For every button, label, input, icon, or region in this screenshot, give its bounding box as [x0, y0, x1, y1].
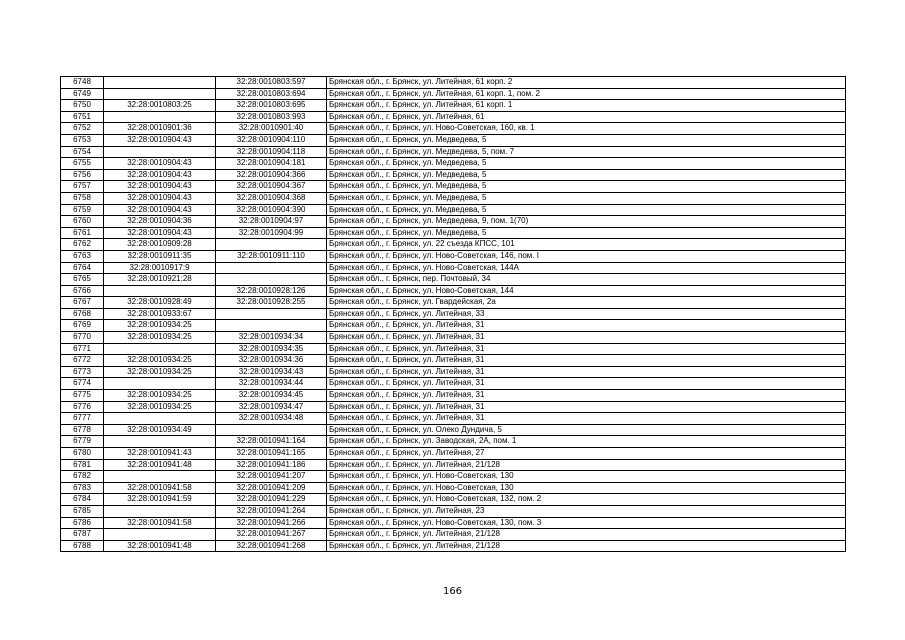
row-number-cell: 6776	[61, 401, 104, 413]
table-row	[61, 77, 846, 89]
row-number-cell: 6750	[61, 100, 104, 112]
parcel-number-cell	[104, 436, 216, 448]
parcel-number-cell: 32:28:0010904:43	[104, 134, 216, 146]
row-number-cell: 6762	[61, 239, 104, 251]
parcel-number-cell: 32:28:0010901:36	[104, 123, 216, 135]
parcel-number-cell	[104, 343, 216, 355]
parcel-number-cell: 32:28:0010933:67	[104, 308, 216, 320]
table-row	[61, 204, 846, 216]
address-cell: Брянская обл., г. Брянск, ул. Ново-Советская, 160, кв. 1	[327, 123, 846, 135]
address-cell: Брянская обл., г. Брянск, ул. Литейная, 31	[327, 401, 846, 413]
table-row	[61, 494, 846, 506]
row-number-cell: 6782	[61, 471, 104, 483]
row-number-cell: 6755	[61, 158, 104, 170]
address-cell: Брянская обл., г. Брянск, ул. Ново-Советская, 144А	[327, 262, 846, 274]
table-body	[61, 77, 846, 552]
parcel-number-cell: 32:28:0010921:28	[104, 274, 216, 286]
address-cell: Брянская обл., г. Брянск, ул. Заводская, 2А, пом. 1	[327, 436, 846, 448]
object-number-cell	[216, 262, 327, 274]
address-cell: Брянская обл., г. Брянск, ул. Литейная, 21/128	[327, 459, 846, 471]
row-number-cell: 6767	[61, 297, 104, 309]
row-number-cell: 6764	[61, 262, 104, 274]
parcel-number-cell	[104, 111, 216, 123]
parcel-number-cell: 32:28:0010904:43	[104, 158, 216, 170]
parcel-number-cell	[104, 505, 216, 517]
object-number-cell	[216, 239, 327, 251]
parcel-number-cell: 32:28:0010934:25	[104, 355, 216, 367]
object-number-cell: 32:28:0010904:367	[216, 181, 327, 193]
parcel-number-cell: 32:28:0010904:43	[104, 169, 216, 181]
address-cell: Брянская обл., г. Брянск, ул. Медведева, 5	[327, 204, 846, 216]
page-number: 166	[442, 586, 463, 597]
address-cell: Брянская обл., г. Брянск, ул. Литейная, 31	[327, 366, 846, 378]
object-number-cell: 32:28:0010904:181	[216, 158, 327, 170]
address-cell: Брянская обл., г. Брянск, ул. Олеко Дундича, 5	[327, 424, 846, 436]
row-number-cell: 6779	[61, 436, 104, 448]
object-number-cell: 32:28:0010904:366	[216, 169, 327, 181]
parcel-number-cell: 32:28:0010934:25	[104, 332, 216, 344]
table-row	[61, 436, 846, 448]
object-number-cell: 32:28:0010941:267	[216, 529, 327, 541]
document-table-container	[60, 76, 846, 552]
address-cell: Брянская обл., г. Брянск, ул. Литейная, 31	[327, 390, 846, 402]
table-row	[61, 366, 846, 378]
row-number-cell: 6780	[61, 448, 104, 460]
object-number-cell	[216, 424, 327, 436]
object-number-cell: 32:28:0010911:110	[216, 250, 327, 262]
table-row	[61, 459, 846, 471]
object-number-cell	[216, 274, 327, 286]
object-number-cell: 32:28:0010934:34	[216, 332, 327, 344]
table-row	[61, 471, 846, 483]
table-row	[61, 390, 846, 402]
row-number-cell: 6768	[61, 308, 104, 320]
table-row	[61, 274, 846, 286]
parcel-number-cell: 32:28:0010928:49	[104, 297, 216, 309]
parcel-number-cell	[104, 471, 216, 483]
object-number-cell: 32:28:0010904:118	[216, 146, 327, 158]
parcel-number-cell: 32:28:0010934:25	[104, 401, 216, 413]
address-cell: Брянская обл., г. Брянск, ул. Литейная, 31	[327, 413, 846, 425]
row-number-cell: 6763	[61, 250, 104, 262]
object-number-cell: 32:28:0010934:44	[216, 378, 327, 390]
object-number-cell: 32:28:0010934:47	[216, 401, 327, 413]
address-cell: Брянская обл., г. Брянск, ул. Ново-Советская, 144	[327, 285, 846, 297]
parcel-number-cell	[104, 146, 216, 158]
object-number-cell: 32:28:0010941:266	[216, 517, 327, 529]
row-number-cell: 6786	[61, 517, 104, 529]
row-number-cell: 6769	[61, 320, 104, 332]
table-row	[61, 517, 846, 529]
parcel-number-cell: 32:28:0010904:36	[104, 216, 216, 228]
row-number-cell: 6766	[61, 285, 104, 297]
row-number-cell: 6752	[61, 123, 104, 135]
address-cell: Брянская обл., г. Брянск, ул. Ново-Советская, 130, пом. 3	[327, 517, 846, 529]
object-number-cell: 32:28:0010928:255	[216, 297, 327, 309]
table-row	[61, 424, 846, 436]
object-number-cell: 32:28:0010941:209	[216, 482, 327, 494]
table-row	[61, 181, 846, 193]
table-row	[61, 308, 846, 320]
address-cell: Брянская обл., г. Брянск, ул. Литейная, 61 корп. 1	[327, 100, 846, 112]
object-number-cell: 32:28:0010941:164	[216, 436, 327, 448]
object-number-cell: 32:28:0010934:36	[216, 355, 327, 367]
table-row	[61, 227, 846, 239]
object-number-cell: 32:28:0010934:43	[216, 366, 327, 378]
object-number-cell: 32:28:0010934:35	[216, 343, 327, 355]
table-row	[61, 401, 846, 413]
object-number-cell: 32:28:0010941:186	[216, 459, 327, 471]
parcel-number-cell: 32:28:0010934:25	[104, 390, 216, 402]
row-number-cell: 6765	[61, 274, 104, 286]
table-row	[61, 134, 846, 146]
address-cell: Брянская обл., г. Брянск, ул. Литейная, 31	[327, 355, 846, 367]
parcel-number-cell: 32:28:0010917:9	[104, 262, 216, 274]
address-cell: Брянская обл., г. Брянск, пер. Почтовый, 34	[327, 274, 846, 286]
address-cell: Брянская обл., г. Брянск, ул. Ново-Советская, 130	[327, 471, 846, 483]
address-cell: Брянская обл., г. Брянск, ул. Литейная, 61 корп. 1, пом. 2	[327, 88, 846, 100]
parcel-number-cell: 32:28:0010941:59	[104, 494, 216, 506]
table-row	[61, 262, 846, 274]
table-row	[61, 192, 846, 204]
table-row	[61, 529, 846, 541]
row-number-cell: 6751	[61, 111, 104, 123]
parcel-number-cell: 32:28:0010941:48	[104, 540, 216, 552]
address-cell: Брянская обл., г. Брянск, ул. Медведева, 5	[327, 192, 846, 204]
address-cell: Брянская обл., г. Брянск, ул. Медведева, 5	[327, 169, 846, 181]
row-number-cell: 6759	[61, 204, 104, 216]
table-row	[61, 111, 846, 123]
table-row	[61, 448, 846, 460]
row-number-cell: 6788	[61, 540, 104, 552]
address-cell: Брянская обл., г. Брянск, ул. 22 съезда КПСС, 101	[327, 239, 846, 251]
parcel-number-cell: 32:28:0010904:43	[104, 192, 216, 204]
address-cell: Брянская обл., г. Брянск, ул. Медведева, 5	[327, 134, 846, 146]
table-row	[61, 378, 846, 390]
parcel-number-cell	[104, 77, 216, 89]
row-number-cell: 6784	[61, 494, 104, 506]
address-cell: Брянская обл., г. Брянск, ул. Литейная, 31	[327, 343, 846, 355]
object-number-cell: 32:28:0010941:264	[216, 505, 327, 517]
object-number-cell: 32:28:0010904:390	[216, 204, 327, 216]
address-cell: Брянская обл., г. Брянск, ул. Медведева, 9, пом. 1(70)	[327, 216, 846, 228]
object-number-cell: 32:28:0010901:40	[216, 123, 327, 135]
table-row	[61, 540, 846, 552]
parcel-number-cell: 32:28:0010934:49	[104, 424, 216, 436]
object-number-cell	[216, 320, 327, 332]
row-number-cell: 6772	[61, 355, 104, 367]
parcel-number-cell: 32:28:0010909:28	[104, 239, 216, 251]
row-number-cell: 6754	[61, 146, 104, 158]
object-number-cell: 32:28:0010934:45	[216, 390, 327, 402]
parcel-number-cell: 32:28:0010941:43	[104, 448, 216, 460]
row-number-cell: 6774	[61, 378, 104, 390]
object-number-cell: 32:28:0010803:597	[216, 77, 327, 89]
parcel-number-cell: 32:28:0010941:58	[104, 517, 216, 529]
table-row	[61, 216, 846, 228]
row-number-cell: 6761	[61, 227, 104, 239]
table-row	[61, 413, 846, 425]
address-cell: Брянская обл., г. Брянск, ул. Ново-Советская, 132, пом. 2	[327, 494, 846, 506]
parcel-number-cell: 32:28:0010934:25	[104, 366, 216, 378]
address-cell: Брянская обл., г. Брянск, ул. Медведева, 5	[327, 227, 846, 239]
row-number-cell: 6749	[61, 88, 104, 100]
row-number-cell: 6770	[61, 332, 104, 344]
address-cell: Брянская обл., г. Брянск, ул. Литейная, 21/128	[327, 540, 846, 552]
address-cell: Брянская обл., г. Брянск, ул. Литейная, 27	[327, 448, 846, 460]
object-number-cell: 32:28:0010803:695	[216, 100, 327, 112]
parcel-number-cell: 32:28:0010904:43	[104, 181, 216, 193]
object-number-cell: 32:28:0010934:48	[216, 413, 327, 425]
address-cell: Брянская обл., г. Брянск, ул. Литейная, 23	[327, 505, 846, 517]
object-number-cell: 32:28:0010928:126	[216, 285, 327, 297]
row-number-cell: 6753	[61, 134, 104, 146]
parcel-number-cell: 32:28:0010803:25	[104, 100, 216, 112]
address-cell: Брянская обл., г. Брянск, ул. Ново-Советская, 146, пом. I	[327, 250, 846, 262]
object-number-cell: 32:28:0010941:165	[216, 448, 327, 460]
row-number-cell: 6773	[61, 366, 104, 378]
address-cell: Брянская обл., г. Брянск, ул. Литейная, 31	[327, 378, 846, 390]
address-cell: Брянская обл., г. Брянск, ул. Литейная, 61 корп. 2	[327, 77, 846, 89]
address-cell: Брянская обл., г. Брянск, ул. Литейная, 61	[327, 111, 846, 123]
address-cell: Брянская обл., г. Брянск, ул. Литейная, 21/128	[327, 529, 846, 541]
table-row	[61, 88, 846, 100]
parcel-number-cell: 32:28:0010941:58	[104, 482, 216, 494]
parcel-number-cell	[104, 529, 216, 541]
table-row	[61, 285, 846, 297]
row-number-cell: 6781	[61, 459, 104, 471]
row-number-cell: 6783	[61, 482, 104, 494]
address-cell: Брянская обл., г. Брянск, ул. Литейная, 33	[327, 308, 846, 320]
object-number-cell: 32:28:0010904:368	[216, 192, 327, 204]
table-row	[61, 320, 846, 332]
table-row	[61, 343, 846, 355]
table-row	[61, 355, 846, 367]
object-number-cell: 32:28:0010803:694	[216, 88, 327, 100]
table-row	[61, 123, 846, 135]
address-cell: Брянская обл., г. Брянск, ул. Медведева, 5, пом. 7	[327, 146, 846, 158]
table-row	[61, 482, 846, 494]
row-number-cell: 6756	[61, 169, 104, 181]
table-row	[61, 169, 846, 181]
object-number-cell: 32:28:0010941:229	[216, 494, 327, 506]
address-cell: Брянская обл., г. Брянск, ул. Медведева, 5	[327, 158, 846, 170]
parcel-number-cell: 32:28:0010904:43	[104, 204, 216, 216]
cadastral-table	[60, 76, 846, 552]
row-number-cell: 6787	[61, 529, 104, 541]
object-number-cell: 32:28:0010803:993	[216, 111, 327, 123]
row-number-cell: 6771	[61, 343, 104, 355]
table-row	[61, 297, 846, 309]
parcel-number-cell	[104, 88, 216, 100]
address-cell: Брянская обл., г. Брянск, ул. Медведева, 5	[327, 181, 846, 193]
parcel-number-cell: 32:28:0010904:43	[104, 227, 216, 239]
row-number-cell: 6775	[61, 390, 104, 402]
object-number-cell: 32:28:0010941:268	[216, 540, 327, 552]
address-cell: Брянская обл., г. Брянск, ул. Ново-Советская, 130	[327, 482, 846, 494]
object-number-cell: 32:28:0010941:207	[216, 471, 327, 483]
table-row	[61, 505, 846, 517]
table-row	[61, 158, 846, 170]
row-number-cell: 6777	[61, 413, 104, 425]
table-row	[61, 146, 846, 158]
parcel-number-cell	[104, 378, 216, 390]
table-row	[61, 332, 846, 344]
object-number-cell: 32:28:0010904:97	[216, 216, 327, 228]
row-number-cell: 6785	[61, 505, 104, 517]
table-row	[61, 250, 846, 262]
object-number-cell	[216, 308, 327, 320]
row-number-cell: 6748	[61, 77, 104, 89]
object-number-cell: 32:28:0010904:99	[216, 227, 327, 239]
object-number-cell: 32:28:0010904:110	[216, 134, 327, 146]
table-row	[61, 239, 846, 251]
parcel-number-cell: 32:28:0010934:25	[104, 320, 216, 332]
address-cell: Брянская обл., г. Брянск, ул. Гвардейская, 2а	[327, 297, 846, 309]
parcel-number-cell: 32:28:0010941:48	[104, 459, 216, 471]
parcel-number-cell	[104, 285, 216, 297]
row-number-cell: 6778	[61, 424, 104, 436]
row-number-cell: 6757	[61, 181, 104, 193]
row-number-cell: 6760	[61, 216, 104, 228]
address-cell: Брянская обл., г. Брянск, ул. Литейная, 31	[327, 320, 846, 332]
parcel-number-cell	[104, 413, 216, 425]
parcel-number-cell: 32:28:0010911:35	[104, 250, 216, 262]
row-number-cell: 6758	[61, 192, 104, 204]
table-row	[61, 100, 846, 112]
address-cell: Брянская обл., г. Брянск, ул. Литейная, 31	[327, 332, 846, 344]
